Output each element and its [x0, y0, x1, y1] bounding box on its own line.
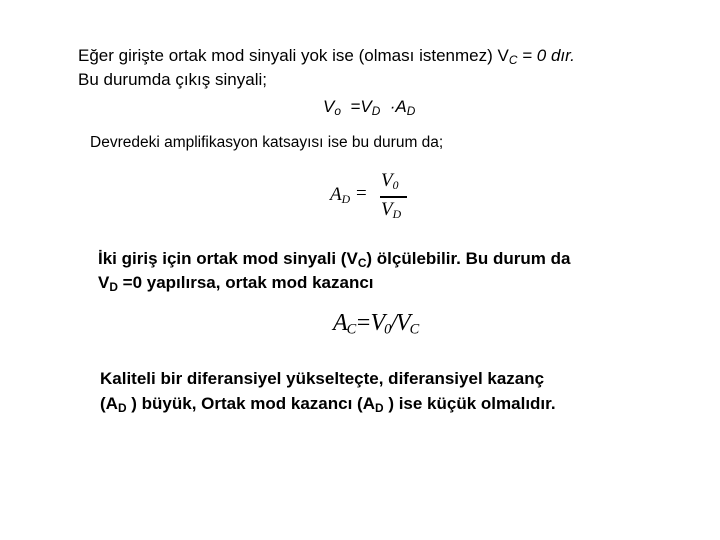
conclusion-line-2: [100, 394, 556, 415]
intro-line-1-end: = 0 dır.: [517, 46, 575, 65]
conclusion-ad-sub-2: D: [375, 400, 384, 415]
formula-lhs: [330, 184, 350, 207]
conclusion-ad-open: (A: [100, 394, 118, 413]
para1-text-b: V: [98, 273, 110, 292]
ad-subscript: D: [406, 103, 416, 118]
vo-subscript: o: [334, 103, 341, 118]
para1-text-a: İki giriş için ortak mod sinyali (V: [98, 249, 358, 268]
vd-subscript: D: [371, 103, 381, 118]
ac-vc-sub: C: [409, 321, 419, 338]
para1-vd-sub: D: [109, 279, 118, 294]
vc-subscript: C: [508, 52, 518, 67]
common-mode-para-line-2: [98, 273, 374, 294]
formula-numerator: [381, 170, 399, 193]
para1-vc-sub: C: [357, 255, 367, 270]
para1-text-a-end: ) ölçülebilir. Bu durum da: [366, 249, 571, 268]
intro-line-2: Bu durumda çıkış sinyali;: [78, 70, 267, 89]
ad-symbol: A: [395, 97, 407, 116]
conclusion-ad-sub-1: D: [117, 400, 127, 415]
vd-symbol: =V: [350, 97, 372, 116]
formula-lhs-sub: D: [341, 192, 351, 206]
conclusion-end: ) ise küçük olmalıdır.: [383, 394, 556, 413]
ac-sub: C: [346, 321, 356, 338]
denominator-v: V: [381, 199, 393, 220]
vo-symbol: V: [323, 97, 335, 116]
common-mode-para-line-1: [98, 249, 570, 270]
intro-line-1-text: Eğer girişte ortak mod sinyali yok ise (olması istenmez) V: [78, 46, 509, 65]
multiply-dot: ·: [389, 97, 396, 116]
common-mode-gain-formula: [333, 310, 418, 339]
intro-line-1: [78, 46, 575, 67]
para1-text-b-end: =0 yapılırsa, ortak mod kazancı: [117, 273, 374, 292]
fraction-bar: [380, 196, 407, 198]
numerator-sub: 0: [392, 178, 399, 192]
gain-intro-line: Devredeki amplifikasyon katsayısı ise bu durum da;: [90, 134, 444, 151]
numerator-v: V: [381, 170, 393, 191]
formula-equals: =: [356, 183, 367, 204]
ac-v0-sub: 0: [384, 321, 391, 338]
ac-slash-v: /V: [390, 310, 410, 336]
differential-gain-formula: [330, 172, 410, 222]
conclusion-mid: ) büyük, Ortak mod kazancı (A: [126, 394, 375, 413]
ac-a: A: [333, 310, 347, 336]
denominator-sub: D: [392, 207, 402, 221]
formula-lhs-a: A: [330, 184, 342, 205]
ac-equals-v: =V: [355, 310, 385, 336]
output-equation: [323, 97, 415, 118]
conclusion-line-1: Kaliteli bir diferansiyel yükselteçte, diferansiyel kazanç: [100, 369, 545, 388]
formula-denominator: [381, 199, 401, 222]
